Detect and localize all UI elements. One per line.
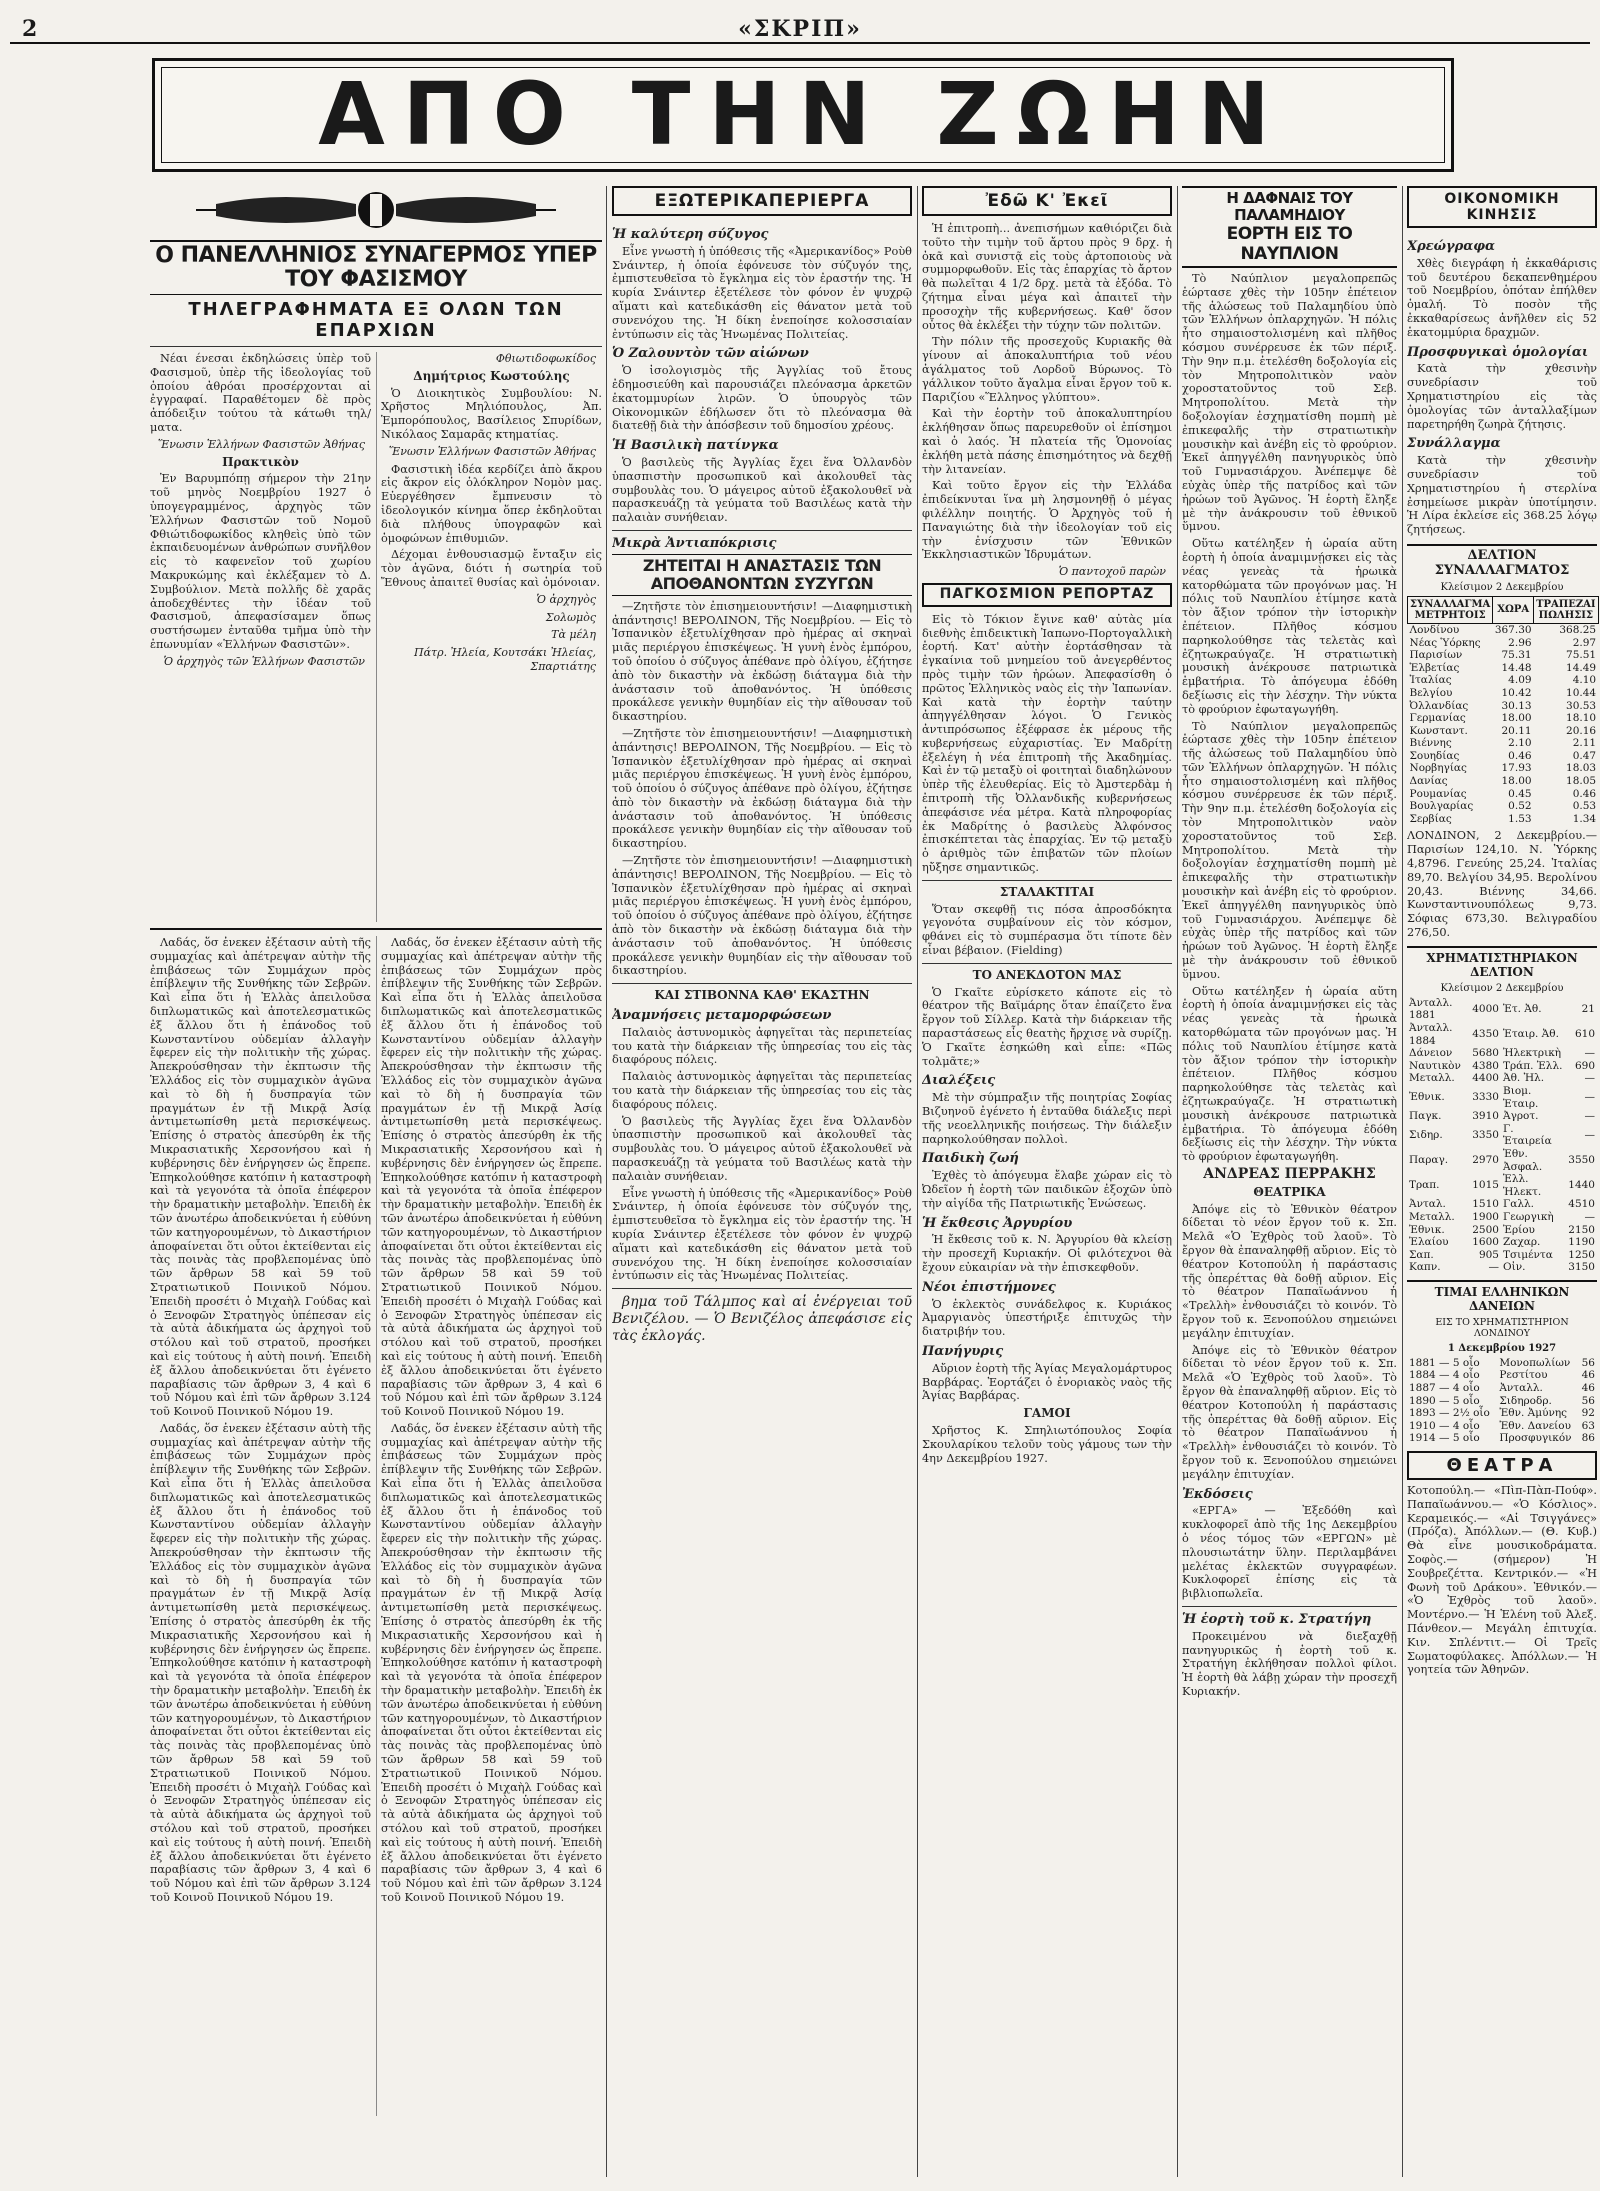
exchange-row xyxy=(1408,775,1599,788)
table-cell: 4350 xyxy=(1472,1028,1499,1041)
table-cell: Ἀγροτ. xyxy=(1502,1110,1539,1123)
table-cell: Γαλλ. xyxy=(1502,1198,1535,1211)
table-cell: 20.11 xyxy=(1501,724,1532,737)
signature-name: Δημήτριος Κωστούλης xyxy=(413,368,570,383)
table-cell: 367.30 xyxy=(1494,623,1532,636)
table-cell: 4510 xyxy=(1568,1198,1595,1211)
stock-row xyxy=(1407,1110,1597,1123)
signature: Ὁ ἀρχηγὸς xyxy=(536,592,596,606)
dateline: Πάτρ. Ἠλεία, Κουτσάκι Ἠλείας, Σπαρτιάτης xyxy=(414,646,596,673)
stock-row xyxy=(1407,1211,1597,1224)
table-cell: Παραγ. xyxy=(1409,1154,1449,1167)
table-cell: Νέας Ὑόρκης xyxy=(1409,636,1481,649)
table-cell: 1.34 xyxy=(1572,812,1597,825)
table-cell: — xyxy=(1584,1129,1595,1142)
table-cell: 14.49 xyxy=(1566,661,1597,674)
table-cell: Ἀνταλλ. 1884 xyxy=(1409,1022,1453,1047)
table-cell: Γερμανίας xyxy=(1409,712,1466,725)
stock-row xyxy=(1407,1261,1597,1274)
stock-table xyxy=(1407,997,1597,1274)
item-title: Συνάλλαγμα xyxy=(1407,436,1501,452)
exchange-row xyxy=(1408,649,1599,662)
table-cell: 18.10 xyxy=(1566,712,1597,725)
table-cell: Προσφυγικόν xyxy=(1499,1432,1572,1445)
subsection-heading: ΓΑΜΟΙ xyxy=(1023,1406,1071,1421)
table-cell: Ζαχαρ. xyxy=(1502,1236,1541,1249)
table-cell: 1.53 xyxy=(1508,812,1532,825)
table-cell: — xyxy=(1584,1110,1595,1123)
paragraph: Ὁ βασιλεὺς τῆς Ἀγγλίας ἔχει ἕνα Ὀλλανδὸν ὑπασπιστὴν προσωπικοῦ καὶ ἀκολουθεῖ τὰς συμβουλὰς του. Ὁ μάγειρος αὐτοῦ ἐξακολουθεῖ νὰ παρασκευάζῃ τὰ γεύματα τοῦ Βασιλέως κατὰ τὴν παλαιὰν συνήθειαν. xyxy=(612,1114,912,1183)
exchange-row xyxy=(1408,700,1599,713)
table-cell: Σιδηρ. xyxy=(1409,1129,1443,1142)
table-cell: 3330 xyxy=(1472,1091,1499,1104)
table-cell: 1510 xyxy=(1472,1198,1499,1211)
paragraph: ΛΟΝΔΙΝΟΝ, 2 Δεκεμβρίου.— Παρισίων 124,10. Ν. Ὑόρκης 4,8796. Γενεύης 25,24. Ἰταλίας 89,70. Βελγίου 34,95. Βερολίνου 20,43. Βιέννης 34,66. Κωνσταντινουπόλεως 9,73. Σόφιας 673,30. Βελιγραδίου 276,50. xyxy=(1407,829,1597,940)
table-cell: Δάνειον xyxy=(1409,1047,1453,1060)
table-cell: Βελγίου xyxy=(1409,686,1453,699)
loan-row xyxy=(1407,1357,1597,1370)
section-banner xyxy=(152,58,1454,172)
paragraph: Ἡ ἔκθεσις τοῦ κ. Ν. Ἀργυρίου θὰ κλείσῃ τὴν προσεχῆ Κυριακήν. Οἱ φιλότεχνοι θὰ ἔχουν εὐκαιρίαν νὰ τὴν ἐπισκεφθοῦν. xyxy=(922,1233,1172,1274)
loan-row xyxy=(1407,1432,1597,1445)
table-cell: 4.10 xyxy=(1572,674,1597,687)
paragraph: Τὸ Ναύπλιον μεγαλοπρεπῶς ἑώρτασε χθὲς τὴν 105ην ἐπέτειον τῆς ἁλώσεως τοῦ Παλαμηδίου ὑπὸ τῶν Ἑλλήνων ὁπλαρχηγῶν. Ἡ πόλις ἦτο σημαιοστολισμένη καὶ πλῆθος κόσμου συνέρρευσε ἐκ τῶν πέριξ. Τὴν 9ην π.μ. ἐτελέσθη δοξολογία εἰς τὸν Μητροπολιτικὸν ναὸν χοροστατοῦντος τοῦ Σεβ. Μητροπολίτου. Μετὰ τὴν δοξολογίαν ἐσχηματίσθη πομπὴ μὲ ἐπικεφαλῆς τὴν στρατιωτικὴν μουσικὴν καὶ ἀνέβη εἰς τὸ φρούριον. Ἐκεῖ ἀπηγγέλθη πανηγυρικὸς ὑπὸ τοῦ Γυμνασιάρχου. Ἀνέπεμψε δὲ εὐχὰς ὑπὲρ τῆς πατρίδος καὶ τῶν ἡρώων τοῦ Ἀγῶνος. Ἡ ἑορτὴ ἔληξε μὲ τὴν ἀνάκρουσιν τοῦ ἐθνικοῦ ὕμνου. xyxy=(1182,719,1397,981)
exchange-row xyxy=(1408,762,1599,775)
table-cell: 1893 — 2½ οἷο xyxy=(1409,1407,1490,1420)
section-heading: Η ΔΑΦΝΑΙΣ ΤΟΥ ΠΑΛΑΜΗΔΙΟΥ xyxy=(1182,186,1397,224)
table-cell: 18.05 xyxy=(1566,775,1597,788)
table-cell: — xyxy=(1584,1210,1595,1223)
section-heading: ΘΕΑΤΡΑ xyxy=(1407,1451,1597,1480)
table-cell: 1881 — 5 οἷο xyxy=(1409,1356,1480,1369)
paragraph: Κατὰ τὴν χθεσινὴν συνεδρίασιν τοῦ Χρηματιστηρίου ἡ στερλίνα ἐσημείωσε μικρὰν ὑποτίμησιν. Ἡ Λίρα ἐκλείσε εἰς 368.25 λόγῳ ζητήσεως. xyxy=(1407,454,1597,537)
table-cell: 30.13 xyxy=(1501,699,1532,712)
table-cell: Ἑλλ. Ἡλεκτ. xyxy=(1502,1173,1542,1198)
paragraph: Καὶ τὴν ἑορτὴν τοῦ ἀποκαλυπτηρίου ἐκλήθησαν ὅπως παρευρεθοῦν οἱ ἐπίσημοι καὶ ὁ λαός. Ἡ πλατεία τῆς Ὁμονοίας ἐκλήθη μετὰ πάσης ἐπισημότητος νὰ δεχθῇ τὴν λιτανείαν. xyxy=(922,407,1172,476)
theatre-listings: Κοτοπούλη.— «Πὶπ-Πὰπ-Πούφ». Παπαϊωάννου.— «Ὁ Κόσλιος». Κεραμεικός.— «Αἱ Τσιγγάνες» (Πρόζα). Ἀπόλλων.— (Θ. Κυβ.) Θὰ εἶνε μουσικοδράματα. Σοφὸς.— (σήμερον) Ἡ Σουβρεζέττα. Κεντρικόν.— «Ἡ Φωνὴ τοῦ Δράκου». Ἐθνικόν.— «Ὁ Ἐχθρὸς τοῦ λαοῦ». Μοντέρνο.— Ἡ Ἑλένη τοῦ Ἀλεξ. Πάνθεον.— Μεγάλη ἐπιτυχία. Κιν. Σπλέντιτ.— Οἱ Τρεῖς Σωματοφύλακες. Ἀπόλλων.— Ἡ γοητεία τῶν Ἀθηνῶν. xyxy=(1407,1484,1597,1677)
paragraph: Αὔριον ἑορτὴ τῆς Ἁγίας Μεγαλομάρτυρος Βαρβάρας. Ἑορτάζει ὁ ἐνοριακὸς ναὸς τῆς Ἁγίας Βαρβάρας. xyxy=(922,1361,1172,1403)
subsection-heading: ΘΕΑΤΡΙΚΑ xyxy=(1253,1184,1326,1199)
table-cell: 1914 — 5 οἷο xyxy=(1409,1432,1480,1445)
eagle-emblem-icon xyxy=(196,186,556,234)
exchange-row xyxy=(1408,725,1599,738)
table-cell: 46 xyxy=(1581,1382,1595,1395)
item-title: Ἡ ἑορτὴ τοῦ κ. Στρατήγη xyxy=(1182,1611,1372,1627)
paragraph: —Ζητῆστε τὸν ἐπισημειουντήσιν! —Διαφημιστικὴ ἀπάντησις! ΒΕΡΟΛΙΝΟΝ, Τῆς Νοεμβρίου. — Εἰς τὸ Ἰσπανικὸν ἐξετυλίχθησαν πρὸ ἡμέρας αἱ σκηναὶ μιᾶς περιέργου ἐπισκέψεως. Ἡ γυνὴ ἐνὸς ἐμπόρου, τοῦ ὁποίου ὁ σύζυγος ἀπέθανε πρὸ ὀλίγου, ἐζήτησε ἀπὸ τὸν δικαστὴν νὰ ἐκδώσῃ διάταγμα διὰ τὴν ἀνάστασιν τοῦ ἀποθανόντος. Ἡ ὑπόθεσις προκάλεσε γενικὴν θυμηδίαν εἰς τὴν αἴθουσαν τοῦ δικαστηρίου. xyxy=(612,726,912,851)
table-subheading: Κλείσιμον 2 Δεκεμβρίου xyxy=(1440,581,1564,593)
table-cell: Ἐλαίου xyxy=(1409,1236,1449,1249)
loan-row xyxy=(1407,1369,1597,1382)
item-title: Ὁ Ζαλουντὸν τῶν αἰώνων xyxy=(612,346,809,362)
item-title: Ἡ καλύτερη σύζυγος xyxy=(612,227,769,242)
table-cell: 4.09 xyxy=(1508,674,1532,687)
item-title: Χρεώγραφα xyxy=(1407,239,1496,254)
signature: Τὰ μέλη xyxy=(551,628,596,642)
exchange-row xyxy=(1408,750,1599,763)
paragraph: Οὕτω κατέληξεν ἡ ὡραία αὕτη ἑορτὴ ἡ ὁποία ἀναμιμνῄσκει εἰς τὰς νέας γενεὰς τὰ ἡρωικὰ κατορθώματα τῶν προγόνων μας. Ἡ πόλις τοῦ Ναυπλίου ἐτίμησε κατὰ τὸν ἄξιον τρόπον τὴν ἱστορικὴν ἐπέτειον. Πλῆθος κόσμου παρηκολούθησε τὰς τελετὰς καὶ ἐζητωκραύγαζε. Ἡ στρατιωτικὴ μουσικὴ ἀνέκρουσε πατριωτικὰ ἐμβατήρια. Τὸ ἀπόγευμα ἐδόθη δεξίωσις εἰς τὴν λέσχην. Τὴν νύκτα τὸ φρούριον ἐφωταγωγήθη. xyxy=(1182,537,1397,716)
table-cell: Τραπ. xyxy=(1409,1179,1440,1192)
stock-row xyxy=(1407,1249,1597,1262)
subsection-heading: ΚΑΙ ΣΤΙΒΟΝΝΑ ΚΑΘ' ΕΚΑΣΤΗΝ xyxy=(654,988,870,1003)
paragraph: Ἐν Βαρυμπόπῃ σήμερον τὴν 21ην τοῦ μηνὸς Νοεμβρίου 1927 ὁ ὑπογεγραμμένος, ἀρχηγὸς τῶν Ἑλλήνων Φασιστῶν τοῦ Νομοῦ Φθιώτιδοφωκίδος κληθεὶς ὑπὸ τῶν ἐκπαιδευομένων ἀνθρώπων συνῆλθον εἰς τὸ καφενεῖον τοῦ χωρίου Μακρυκώμης καὶ ἐκλέξαμεν τὸ Δ. Συμβούλιον. Μετὰ πολλῆς δὲ χαρᾶς ἀποδεχθέντες τὴν ἰδέαν τοῦ Φασισμοῦ, ἀπεφασίσαμεν ὅπως συστήσωμεν ἐνταῦθα τμῆμα ὑπὸ τὴν ἐπωνυμίαν «Ἑλλήνων Φασιστῶν». xyxy=(150,472,371,651)
loan-row xyxy=(1407,1382,1597,1395)
table-cell: 1884 — 4 οἷο xyxy=(1409,1369,1480,1382)
item-title: Παιδικὴ ζωή xyxy=(922,1151,1019,1167)
table-cell: Ἀθ. Ἠλ. xyxy=(1502,1072,1545,1085)
paragraph: Δέχομαι ἐνθουσιασμῷ ἔνταξιν εἰς τὸν ἀγῶνα, διότι ἡ σωτηρία τοῦ Ἔθνους ἀπαιτεῖ θυσίας καὶ ὁμόνοιαν. xyxy=(381,548,602,589)
table-cell: 4000 xyxy=(1472,1003,1499,1016)
article-subhead: ΤΗΛΕΓΡΑΦΗΜΑΤΑ ΕΞ ΟΛΩΝ ΤΩΝ ΕΠΑΡΧΙΩΝ xyxy=(188,299,564,341)
table-cell: Μονοπωλίων xyxy=(1499,1356,1571,1369)
table-cell: Ἀνταλλ. xyxy=(1499,1382,1543,1395)
table-cell: Ὀλλανδίας xyxy=(1409,699,1469,712)
table-cell: Ἑταιρ. Ἀθ. xyxy=(1502,1028,1559,1041)
table-cell: Βουλγαρίας xyxy=(1409,800,1474,813)
table-cell: Σουηδίας xyxy=(1409,749,1460,762)
table-cell: 905 xyxy=(1478,1248,1499,1261)
table-cell: — xyxy=(1584,1091,1595,1104)
loan-row xyxy=(1407,1395,1597,1408)
section-heading: ΟΙΚΟΝΟΜΙΚΗ ΚΙΝΗΣΙΣ xyxy=(1407,186,1597,228)
item-title: Ἀναμνήσεις μεταμορφώσεων xyxy=(612,1008,832,1024)
table-cell: 46 xyxy=(1581,1369,1595,1382)
table-cell: Βιομ. Ἑταιρ. xyxy=(1502,1084,1539,1110)
table-cell: Σερβίας xyxy=(1409,812,1452,825)
table-cell: 1910 — 4 οἷο xyxy=(1409,1419,1480,1432)
signature: Ὁ ἀρχηγὸς τῶν Ἑλλήνων Φασιστῶν xyxy=(163,654,365,668)
stock-row xyxy=(1407,997,1597,1022)
paragraph: Προκειμένου νὰ διεξαχθῇ πανηγυρικῶς ἡ ἑορτὴ τοῦ κ. Στρατήγη ἐκλήθησαν πολλοὶ φίλοι. Ἡ ἑορτὴ θὰ λάβῃ χώραν τὴν προσεχῆ Κυριακήν. xyxy=(1182,1629,1397,1698)
exchange-row xyxy=(1408,712,1599,725)
column-here-and-there xyxy=(922,186,1172,2181)
table-cell: Ἐθνικ. xyxy=(1409,1223,1445,1236)
table-cell: 1600 xyxy=(1472,1236,1499,1249)
author-signature: ΑΝΔΡΕΑΣ ΠΕΡΡΑΚΗΣ xyxy=(1203,1166,1376,1182)
feature-headline: ΖΗΤΕΙΤΑΙ Η ΑΝΑΣΤΑΣΙΣ ΤΩΝ ΑΠΟΘΑΝΟΝΤΩΝ ΣΥΖΥΓΩΝ xyxy=(612,554,912,596)
table-cell: 92 xyxy=(1581,1407,1595,1420)
table-cell: Ρεστίτου xyxy=(1499,1369,1548,1382)
table-cell: Ἐθν. Ἀμύνης xyxy=(1499,1407,1568,1420)
exchange-row xyxy=(1408,788,1599,801)
item-title: Προσφυγικαὶ ὁμολογίαι xyxy=(1407,344,1589,360)
table-cell: 10.44 xyxy=(1566,686,1597,699)
signature: Φθιωτιδοφωκίδος xyxy=(495,352,596,365)
column-divider xyxy=(1177,186,1178,2177)
table-cell: 3910 xyxy=(1472,1110,1499,1123)
paragraph: «ΕΡΓΑ» — Ἐξεδόθη καὶ κυκλοφορεῖ ἀπὸ τῆς 1ης Δεκεμβρίου ὁ νέος τόμος τῶν «ΕΡΓΩΝ» μὲ πλουσιωτάτην ὕλην. Περιλαμβάνει μελέτας ἐκλεκτῶν συγγραφέων. Κυκλοφορεῖ ἐπίσης εἰς τὰ βιβλιοπωλεῖα. xyxy=(1182,1504,1397,1601)
table-cell: 1190 xyxy=(1568,1236,1595,1249)
exchange-row xyxy=(1408,637,1599,650)
section-body xyxy=(1182,272,1397,2172)
paragraph: Ἡ ἐπιτροπὴ... ἀνεπισήμων καθιόριζει διὰ τοῦτο τὴν τιμὴν τοῦ ἄρτου πρὸς 9 δρχ. ἡ ὀκᾶ καὶ συνιστᾷ εἰς τοὺς ἀρτοποιοὺς νὰ συμμορφωθοῦν. Εἰς τὰς ἐπαρχίας τὸ ἄρτον θὰ πωλεῖται 4 1/2 δρχ. μετὰ τὰ ἐξόδα. Τὸ ζήτημα εἶναι μέγα καὶ ἀπαιτεῖ τὴν προσοχὴν τῆς κυβερνήσεως. Καθ' ὅσον οὗτος θὰ ἐκλέξει τὴν τύχην τῶν πολιτῶν. xyxy=(922,222,1172,332)
table-cell: 2.96 xyxy=(1508,636,1532,649)
section-heading: Ἐδῶ Κ' Ἐκεῖ xyxy=(922,186,1172,216)
article-headline: Ο ΠΑΝΕΛΛΗΝΙΟΣ ΣΥΝΑΓΕΡΜΟΣ ΥΠΕΡ ΤΟΥ ΦΑΣΙΣΜΟΥ xyxy=(150,240,602,295)
exchange-table xyxy=(1407,596,1599,826)
table-cell: 3150 xyxy=(1568,1261,1595,1274)
table-cell: Ἑτ. Ἀθ. xyxy=(1502,1003,1542,1016)
paragraph: Οὕτω κατέληξεν ἡ ὡραία αὕτη ἑορτὴ ἡ ὁποία ἀναμιμνῄσκει εἰς τὰς νέας γενεὰς τὰ ἡρωικὰ κατορθώματα τῶν προγόνων μας. Ἡ πόλις τοῦ Ναυπλίου ἐτίμησε κατὰ τὸν ἄξιον τρόπον τὴν ἱστορικὴν ἐπέτειον. Πλῆθος κόσμου παρηκολούθησε τὰς τελετὰς καὶ ἐζητωκραύγαζε. Ἡ στρατιωτικὴ μουσικὴ ἀνέκρουσε πατριωτικὰ ἐμβατήρια. Τὸ ἀπόγευμα ἐδόθη δεξίωσις εἰς τὴν λέσχην. Τὴν νύκτα τὸ φρούριον ἐφωταγωγήθη. xyxy=(1182,984,1397,1164)
table-cell: Σιδηροδρ. xyxy=(1499,1394,1552,1407)
subsection-label: Πρακτικὸν xyxy=(222,454,299,469)
table-cell: 1887 — 4 οἷο xyxy=(1409,1382,1480,1395)
table-cell: 30.53 xyxy=(1566,699,1597,712)
paragraph: Ὁ Γκαῖτε εὑρίσκετο κάποτε εἰς τὸ θέατρον τῆς Βαϊμάρης ὅταν ἐπαίζετο ἕνα ἔργον τοῦ Σίλλερ. Κατὰ τὴν διάρκειαν τῆς παραστάσεως εἷς θεατὴς ἤρχισε νὰ συρίζῃ. Ὁ Γκαῖτε ἐσηκώθη καὶ εἶπε: «Πῶς τολμᾶτε;» xyxy=(922,985,1172,1068)
table-subheading: Κλείσιμον 2 Δεκεμβρίου xyxy=(1440,982,1564,994)
header-rule xyxy=(10,42,1590,44)
loan-row xyxy=(1407,1420,1597,1433)
column-divider xyxy=(1402,186,1403,2177)
section-heading: ΠΑΓΚΟΣΜΙΟΝ ΡΕΠΟΡΤΑΖ xyxy=(922,583,1172,607)
section-heading: ΕΞΩΤΕΡΙΚΑΠΕΡΙΕΡΓΑ xyxy=(612,186,912,216)
table-cell: 18.00 xyxy=(1501,712,1532,725)
table-cell: 2500 xyxy=(1472,1223,1499,1236)
paragraph: Ὁ ἐκλεκτὸς συνάδελφος κ. Κυριάκος Ἀμαργιανὸς ὑπεστήριξε ἐπιτυχῶς τὴν διατριβήν του. xyxy=(922,1297,1172,1339)
table-cell: Ἑλβετίας xyxy=(1409,661,1460,674)
exchange-row xyxy=(1408,662,1599,675)
paragraph: Ὁ ἰσολογισμὸς τῆς Ἀγγλίας τοῦ ἔτους ἐδημοσιεύθη καὶ παρουσιάζει πλεόνασμα ἀρκετῶν ἑκατομμυρίων λιρῶν. Ὁ ὑπουργὸς τῶν Οἰκονομικῶν ἐδήλωσεν ὅτι τὸ πλεόνασμα θὰ διατεθῇ διὰ τὴν ἀπόσβεσιν τοῦ δημοσίου χρέους. xyxy=(612,364,912,433)
paragraph: —Ζητῆστε τὸν ἐπισημειουντήσιν! —Διαφημιστικὴ ἀπάντησις! ΒΕΡΟΛΙΝΟΝ, Τῆς Νοεμβρίου. — Εἰς τὸ Ἰσπανικὸν ἐξετυλίχθησαν πρὸ ἡμέρας αἱ σκηναὶ μιᾶς περιέργου ἐπισκέψεως. Ἡ γυνὴ ἐνὸς ἐμπόρου, τοῦ ὁποίου ὁ σύζυγος ἀπέθανε πρὸ ὀλίγου, ἐζήτησε ἀπὸ τὸν δικαστὴν νὰ ἐκδώσῃ διάταγμα διὰ τὴν ἀνάστασιν τοῦ ἀποθανόντος. Ἡ ὑπόθεσις προκάλεσε γενικὴν θυμηδίαν εἰς τὴν αἴθουσαν τοῦ δικαστηρίου. xyxy=(612,599,912,724)
table-cell: 3550 xyxy=(1568,1154,1595,1167)
table-cell: 10.42 xyxy=(1501,686,1532,699)
stock-row xyxy=(1407,1072,1597,1085)
paragraph: Εἰς τὸ Τόκιον ἔγινε καθ' αὐτὰς μία διεθνὴς ἐπιδεικτικὴ Ἰαπωνο-Πορτογαλλικὴ ἑορτή. Κατ' αὐτὴν ἐορτάσθησαν τὰ ἐγκαίνια τοῦ μνημείου τοῦ ἀνεγερθέντος πρὸς τιμὴν τῶν ἡρώων. Ἀπεφασίσθη ὁ πρῶτος Ἑλληνικὸς ναὸς εἰς τὴν Ἰαπωνίαν. Καὶ κατὰ τὴν ἐορτὴν ταύτην ἀπηγγέλθησαν λόγοι. Ὁ Γενικὸς ἀντιπρόσωπος ἐξέφρασε ἐκ μέρους τῆς κυβερνήσεως εὐχαριστίας. Ἐν Μαδρίτῃ ἐξελέγη ἡ νέα ἐπιτροπὴ τῆς Ἀκαδημίας. Καὶ ἐν τῷ μεταξὺ οἱ φοιτηταὶ διαδηλώνουν ὑπὲρ τῆς ἐλευθερίας. Εἰς τὸ Ἀμστερδὰμ ἡ ἐπιτροπὴ τῆς Ὀλλανδικῆς κυβερνήσεως ἀπεφάσισε νέα μέτρα. Κατὰ πληροφορίας ἐκ Μαδρίτης ὁ βασιλεὺς Ἀλφόνσος ἐπισκέπτεται τὰς ἐπαρχίας. Ἐν τῷ μεταξὺ ὁ ἀριθμὸς τῶν ἐπιβατῶν τῶν πλοίων ηὔξησε σημαντικῶς. xyxy=(922,612,1172,875)
section-body xyxy=(612,222,912,2162)
paragraph: Ἐχθὲς τὸ ἀπόγευμα ἔλαβε χώραν εἰς τὸ Ὠδεῖον ἡ ἑορτὴ τῶν παιδικῶν ἐξοχῶν ὑπὸ τὴν αἰγίδα τῆς Πατριωτικῆς Ἑνώσεως. xyxy=(922,1169,1172,1210)
table-cell: Μεταλλ. xyxy=(1409,1210,1455,1223)
table-cell: 18.00 xyxy=(1501,775,1532,788)
paragraph: Κατὰ τὴν χθεσινὴν συνεδρίασιν τοῦ Χρηματιστηρίου εἰς τὰς ὁμολογίας τῶν ἀνταλλαξίμων παρετηρήθη ζωηρὰ ζήτησις. xyxy=(1407,362,1597,431)
signature: Σολωμὸς xyxy=(545,610,596,624)
paragraph: Εἶνε γνωστὴ ἡ ὑπόθεσις τῆς «Ἀμερικανίδος» Ροὺθ Σνάιντερ, ἡ ὁποία ἐφόνευσε τὸν σύζυγόν της, ἐμπιστευθεῖσα τὸ ἔγκλημα εἰς τὸν ἐραστήν της. Ἡ κυρία Σνάιντερ ἐξετέλεσε τὸν φόνον ἐν ψυχρῷ αἵματι καὶ κατεδικάσθη εἰς θάνατον μετὰ τοῦ συνενόχου της. Ἡ δίκη ἐνεποίησε κολοσσιαίαν ἐντύπωσιν εἰς τὰς Ἡνωμένας Πολιτείας. xyxy=(612,244,912,341)
table-cell: 56 xyxy=(1581,1356,1595,1369)
paragraph: Χθὲς διεγράφη ἡ ἐκκαθάρισις τοῦ δευτέρου δεκαπενθημέρου τοῦ Νοεμβρίου, ὁπόταν ἐπήλθεν ὁμαλή. Τὸ ποσὸν τῆς ἐκκαθαρίσεως ἀνῆλθεν εἰς 52 ἑκατομμύρια δραχμῶν. xyxy=(1407,256,1597,339)
stock-row xyxy=(1407,1173,1597,1198)
newspaper-name: «ΣΚΡΙΠ» xyxy=(738,16,862,42)
table-cell: Ρουμανίας xyxy=(1409,787,1467,800)
subsection-heading: ΣΤΑΛΑΚΤΙΤΑΙ xyxy=(999,884,1095,899)
table-cell: 1440 xyxy=(1568,1179,1595,1192)
exchange-row xyxy=(1408,800,1599,813)
table-cell: 1250 xyxy=(1568,1248,1595,1261)
item-title: Νέοι ἐπιστήμονες xyxy=(922,1279,1056,1295)
stock-row xyxy=(1407,1198,1597,1211)
table-cell: 2.97 xyxy=(1572,636,1597,649)
column-nafplion xyxy=(1182,186,1397,2181)
table-cell: 5680 xyxy=(1472,1047,1499,1060)
table-cell: Βιέννης xyxy=(1409,737,1452,750)
table-cell: 1900 xyxy=(1472,1210,1499,1223)
article-body xyxy=(150,352,602,922)
item-title: Μικρὰ Ἀντιαπόκρισις xyxy=(612,535,777,551)
table-cell: Οἰν. xyxy=(1502,1261,1526,1274)
item-title: Ἡ Βασιλικὴ πατίνγκα xyxy=(612,438,779,454)
item-title: Διαλέξεις xyxy=(922,1073,996,1089)
signature: Ἕνωσιν Ἑλλήνων Φασιστῶν Ἀθήνας xyxy=(157,437,365,451)
table-cell: 2.11 xyxy=(1572,737,1597,750)
paragraph: —Ζητῆστε τὸν ἐπισημειουντήσιν! —Διαφημιστικὴ ἀπάντησις! ΒΕΡΟΛΙΝΟΝ, Τῆς Νοεμβρίου. — Εἰς τὸ Ἰσπανικὸν ἐξετυλίχθησαν πρὸ ἡμέρας αἱ σκηναὶ μιᾶς περιέργου ἐπισκέψεως. Ἡ γυνὴ ἐνὸς ἐμπόρου, τοῦ ὁποίου ὁ σύζυγος ἀπέθανε πρὸ ὀλίγου, ἐζήτησε ἀπὸ τὸν δικαστὴν νὰ ἐκδώσῃ διάταγμα διὰ τὴν ἀνάστασιν τοῦ ἀποθανόντος. Ἡ ὑπόθεσις προκάλεσε γενικὴν θυμηδίαν εἰς τὴν αἴθουσαν τοῦ δικαστηρίου. xyxy=(612,854,912,978)
item-title: Ἐκδόσεις xyxy=(1182,1486,1253,1502)
table-heading: ΔΕΛΤΙΟΝ ΣΥΝΑΛΛΑΓΜΑΤΟΣ xyxy=(1407,544,1597,578)
column-divider xyxy=(606,186,607,2177)
table-cell: Ναυτικὸν xyxy=(1409,1059,1461,1072)
table-cell: 4380 xyxy=(1472,1059,1499,1072)
paragraph: Χρῆστος Κ. Σπηλιωτόπουλος Σοφία Σκουλαρίκου τελοῦν τοὺς γάμους των τὴν 4ην Δεκεμβρίου 1927. xyxy=(922,1423,1172,1465)
table-cell: 56 xyxy=(1581,1394,1595,1407)
stock-row xyxy=(1407,1148,1597,1173)
column-fascism-article xyxy=(150,186,602,2181)
paragraph: Ἀπόψε εἰς τὸ Ἐθνικὸν θέατρον δίδεται τὸ νέον ἔργον τοῦ κ. Σπ. Μελᾶ «Ὁ Ἐχθρὸς τοῦ λαοῦ». Τὸ ἔργον θὰ ἐπαναληφθῇ αὔριον. Εἰς τὸ θέατρον Κοτοπούλη ἡ παράστασις τῆς ὀπερέττας θὰ δοθῇ αὔριον. Εἰς τὸ θέατρον Παπαϊωάννου ἡ «Τρελλὴ» ἐνθουσιάζει τὸ κοινόν. Τὸ ἔργον τοῦ κ. Ξενοπούλου σημειώνει μεγάλην ἐπιτυχίαν. xyxy=(1182,1343,1397,1481)
stock-row xyxy=(1407,1224,1597,1237)
paragraph: Παλαιὸς ἀστυνομικὸς ἀφηγεῖται τὰς περιπετείας του κατὰ τὴν διάρκειαν τῆς ὑπηρεσίας του εἰς τὰς διαφόρους πόλεις. xyxy=(612,1025,912,1067)
table-cell: Δανίας xyxy=(1409,775,1448,788)
table-header-cell: ΤΡΑΠΕΖΑΙ ΠΩΛΗΣΙΣ xyxy=(1534,596,1599,623)
paragraph: Μὲ τὴν σύμπραξιν τῆς ποιητρίας Σοφίας Βιζυηνοῦ ἐγένετο ἡ ἐνταῦθα διάλεξις περὶ τῆς νεοελληνικῆς ποιήσεως. Τὴν διάλεξιν παρηκολούθησαν πολλοὶ. xyxy=(922,1091,1172,1146)
loan-row xyxy=(1407,1407,1597,1420)
table-cell: 4400 xyxy=(1472,1072,1499,1085)
table-cell: 610 xyxy=(1574,1028,1595,1041)
table-cell: Γ. Ἑταιρεία xyxy=(1502,1122,1552,1148)
stock-row xyxy=(1407,1236,1597,1249)
table-date: 1 Δεκεμβρίου 1927 xyxy=(1447,1342,1557,1354)
item-title: Πανήγυρις xyxy=(922,1343,1004,1359)
table-cell: 1890 — 5 οἷο xyxy=(1409,1394,1480,1407)
table-cell: 0.46 xyxy=(1508,749,1532,762)
table-cell: 63 xyxy=(1581,1419,1595,1432)
paragraph: Ὁ Διοικητικὸς Συμβουλίου: Ν. Χρῆστος Μηλιόπουλος, Ἀπ. Ἑμπορόπουλος, Βασίλειος Σπυρίδων, Νικόλαος Σαμαρᾶς κτηματίας. xyxy=(381,386,602,441)
exchange-row xyxy=(1408,687,1599,700)
table-cell: Ἐθν. Δανείου xyxy=(1499,1419,1571,1432)
table-cell: 17.93 xyxy=(1501,762,1532,775)
table-cell: Ἐθνικ. xyxy=(1409,1091,1445,1104)
table-cell: 690 xyxy=(1574,1059,1595,1072)
table-cell: Τράπ. Ἐλλ. xyxy=(1502,1059,1563,1072)
banner-title: ΑΠΟ ΤΗΝ ΖΩΗΝ xyxy=(318,65,1288,165)
table-heading: ΧΡΗΜΑΤΙΣΤΗΡΙΑΚΟΝ ΔΕΛΤΙΟΝ xyxy=(1407,946,1597,979)
section-body xyxy=(1407,234,1597,540)
table-cell: Μεταλλ. xyxy=(1409,1072,1455,1085)
table-cell: 0.45 xyxy=(1508,787,1532,800)
page-header xyxy=(10,14,1590,44)
paragraph: Εἶνε γνωστὴ ἡ ὑπόθεσις τῆς «Ἀμερικανίδος» Ροὺθ Σνάιντερ, ἡ ὁποία ἐφόνευσε τὸν σύζυγόν της, ἐμπιστευθεῖσα τὸ ἔγκλημα εἰς τὸν ἐραστήν της. Ἡ κυρία Σνάιντερ ἐξετέλεσε τὸν φόνον ἐν ψυχρῷ αἵματι καὶ κατεδικάσθη εἰς θάνατον μετὰ τοῦ συνενόχου της. Ἡ δίκη ἐνεποίησε κολοσσιαίαν ἐντύπωσιν εἰς τὰς Ἡνωμένας Πολιτείας. xyxy=(612,1186,912,1283)
table-heading: ΤΙΜΑΙ ΕΛΛΗΝΙΚΩΝ ΔΑΝΕΙΩΝ xyxy=(1407,1280,1597,1313)
table-cell: 75.31 xyxy=(1501,649,1532,662)
table-cell: 0.53 xyxy=(1572,800,1597,813)
paragraph: Φασιστικὴ ἰδέα κερδίζει ἀπὸ ἄκρου εἰς ἄκρον εἰς ὁλόκληρον Νομὸν μας. Εὐεργέθησεν ἔμπνευσιν τὸ ἰδεολογικόν κίνημα ὅπερ ἐκδηλοῦται διὰ πλήθους ὑπογραφῶν καὶ ὁμοφώνων ἐπιθυμιῶν. xyxy=(381,462,602,545)
paragraph: Λαδάς, ὅσ ἐνεκεν ἐξέτασιν αὐτὴ τῆς συμμαχίας καὶ ἀπέτρεψαν αὐτὴν τῆς ἐπιβάσεως τῶν Συμμάχων πρὸς ἐπίβλεψιν τῆς Συνθήκης τῶν Σεβρῶν. Καὶ εἶπα ὅτι ἡ Ἑλλὰς ἀπειλοῦσα διπλωματικῶς καὶ ἀποτελεσματικῶς ἐξ ἄλλου ὅτι ἡ ἐπάνοδος τοῦ Κωνσταντίνου οὐδεμίαν ἀλλαγὴν ἔφερεν εἰς τὴν πολιτικὴν τῆς χώρας. Ἀπεκρούσθησαν τὴν ἐκπτωσιν τῆς Ἑλλάδος εἰς τὸν συμμαχικὸν ἀγῶνα καὶ τὸ δὴ ἡ δυσπραγία τῶν πραγμάτων ἐν τῇ Μικρᾷ Ἀσίᾳ ἀντιμετωπίσθη μετὰ περισκέψεως. Ἐπίσης ὁ στρατὸς ἀπεσύρθη ἐκ τῆς Μικρασιατικῆς Χερσονήσου καὶ ἡ κυβέρνησις δὲν ἐνήργησεν ὡς ἔπρεπε. Ἐπηκολούθησε κατόπιν ἡ καταστροφὴ καὶ τὰ γεγονότα τὰ ὁποῖα ἐπέφερον τὴν δραματικὴν μεταβολὴν. Ἐπειδὴ ἐκ τῶν ἀνωτέρω ἀποδεικνύεται ἡ εὐθύνη τῶν κατηγορουμένων, τὸ Δικαστήριον ἀποφαίνεται ὅτι οὗτοι ἐκτείθενται εἰς τὰς ποινὰς τὰς προβλεπομένας ὑπὸ τῶν ἄρθρων 58 καὶ 59 τοῦ Στρατιωτικοῦ Ποινικοῦ Νόμου. Ἐπειδὴ προσέτι ὁ Μιχαὴλ Γούδας καὶ ὁ Ξενοφῶν Στρατηγὸς ὑπέπεσαν εἰς τὰ αὐτὰ ἀδικήματα ὡς ἀρχηγοὶ τοῦ στόλου καὶ τοῦ στρατοῦ, προσήκει καὶ εἰς τούτους ἡ αὐτὴ ποινή. Ἐπειδὴ ἐξ ἄλλου ἀποδεικνύεται ὅτι ἐγένετο παραβίασις τῶν ἄρθρων 3, 4 καὶ 6 τοῦ Νόμου καὶ ἐπὶ τῶν ἄρθρων 3.124 τοῦ Κοινοῦ Ποινικοῦ Νόμου 19. xyxy=(381,936,602,1419)
table-cell: 0.52 xyxy=(1508,800,1532,813)
exchange-row xyxy=(1408,737,1599,750)
section-subheading: ΕΟΡΤΗ ΕΙΣ ΤΟ ΝΑΥΠΛΙΟΝ xyxy=(1182,224,1397,268)
table-cell: 1015 xyxy=(1472,1179,1499,1192)
table-cell: Ἀνταλ. xyxy=(1409,1198,1446,1211)
table-cell: Νορβηγίας xyxy=(1409,762,1467,775)
table-cell: 20.16 xyxy=(1566,724,1597,737)
table-cell: Ἀνταλλ. 1881 xyxy=(1409,996,1453,1022)
signature: Ἕνωσιν Ἑλλήνων Φασιστῶν Ἀθήνας xyxy=(388,444,596,458)
section-body xyxy=(922,222,1172,2162)
paragraph: βημα τοῦ Τάλμπος καὶ αἱ ἐνέργειαι τοῦ Βενιζέλου. — Ὁ Βενιζέλος ἀπεφάσισε εἰς τὰς ἐκλογάς. xyxy=(612,1294,912,1345)
table-cell: Παγκ. xyxy=(1409,1110,1442,1123)
table-cell: 2.10 xyxy=(1508,737,1532,750)
page-number: 2 xyxy=(22,16,38,42)
signature: Ὁ παντοχοῦ παρὼν xyxy=(1058,565,1166,579)
table-header-cell: ΣΥΝΑΛΛΑΓΜΑ ΜΕΤΡΗΤΟΙΣ xyxy=(1408,596,1493,623)
table-cell: 368.25 xyxy=(1559,623,1597,636)
table-cell: — xyxy=(1488,1261,1499,1274)
table-cell: 0.46 xyxy=(1572,787,1597,800)
paragraph: Λαδάς, ὅσ ἐνεκεν ἐξέτασιν αὐτὴ τῆς συμμαχίας καὶ ἀπέτρεψαν αὐτὴν τῆς ἐπιβάσεως τῶν Συμμάχων πρὸς ἐπίβλεψιν τῆς Συνθήκης τῶν Σεβρῶν. Καὶ εἶπα ὅτι ἡ Ἑλλὰς ἀπειλοῦσα διπλωματικῶς καὶ ἀποτελεσματικῶς ἐξ ἄλλου ὅτι ἡ ἐπάνοδος τοῦ Κωνσταντίνου οὐδεμίαν ἀλλαγὴν ἔφερεν εἰς τὴν πολιτικὴν τῆς χώρας. Ἀπεκρούσθησαν τὴν ἐκπτωσιν τῆς Ἑλλάδος εἰς τὸν συμμαχικὸν ἀγῶνα καὶ τὸ δὴ ἡ δυσπραγία τῶν πραγμάτων ἐν τῇ Μικρᾷ Ἀσίᾳ ἀντιμετωπίσθη μετὰ περισκέψεως. Ἐπίσης ὁ στρατὸς ἀπεσύρθη ἐκ τῆς Μικρασιατικῆς Χερσονήσου καὶ ἡ κυβέρνησις δὲν ἐνήργησεν ὡς ἔπρεπε. Ἐπηκολούθησε κατόπιν ἡ καταστροφὴ καὶ τὰ γεγονότα τὰ ὁποῖα ἐπέφερον τὴν δραματικὴν μεταβολὴν. Ἐπειδὴ ἐκ τῶν ἀνωτέρω ἀποδεικνύεται ἡ εὐθύνη τῶν κατηγορουμένων, τὸ Δικαστήριον ἀποφαίνεται ὅτι οὗτοι ἐκτείθενται εἰς τὰς ποινὰς τὰς προβλεπομένας ὑπὸ τῶν ἄρθρων 58 καὶ 59 τοῦ Στρατιωτικοῦ Ποινικοῦ Νόμου. Ἐπειδὴ προσέτι ὁ Μιχαὴλ Γούδας καὶ ὁ Ξενοφῶν Στρατηγὸς ὑπέπεσαν εἰς τὰ αὐτὰ ἀδικήματα ὡς ἀρχηγοὶ τοῦ στόλου καὶ τοῦ στρατοῦ, προσήκει καὶ εἰς τούτους ἡ αὐτὴ ποινή. Ἐπειδὴ ἐξ ἄλλου ἀποδεικνύεται ὅτι ἐγένετο παραβίασις τῶν ἄρθρων 3, 4 καὶ 6 τοῦ Νόμου καὶ ἐπὶ τῶν ἄρθρων 3.124 τοῦ Κοινοῦ Ποινικοῦ Νόμου 19. xyxy=(381,1421,602,1904)
table-cell: Παρισίων xyxy=(1409,649,1463,662)
paragraph: Τὸ Ναύπλιον μεγαλοπρεπῶς ἑώρτασε χθὲς τὴν 105ην ἐπέτειον τῆς ἁλώσεως τοῦ Παλαμηδίου ὑπὸ τῶν Ἑλλήνων ὁπλαρχηγῶν. Ἡ πόλις ἦτο σημαιοστολισμένη καὶ πλῆθος κόσμου συνέρρευσε ἐκ τῶν πέριξ. Τὴν 9ην π.μ. ἐτελέσθη δοξολογία εἰς τὸν Μητροπολιτικὸν ναὸν χοροστατοῦντος τοῦ Σεβ. Μητροπολίτου. Μετὰ τὴν δοξολογίαν ἐσχηματίσθη πομπὴ μὲ ἐπικεφαλῆς τὴν στρατιωτικὴν μουσικὴν καὶ ἀνέβη εἰς τὸ φρούριον. Ἐκεῖ ἀπηγγέλθη πανηγυρικὸς ὑπὸ τοῦ Γυμνασιάρχου. Ἀνέπεμψε δὲ εὐχὰς ὑπὲρ τῆς πατρίδος καὶ τῶν ἡρώων τοῦ Ἀγῶνος. Ἡ ἑορτὴ ἔληξε μὲ τὴν ἀνάκρουσιν τοῦ ἐθνικοῦ ὕμνου. xyxy=(1182,272,1397,534)
table-cell: — xyxy=(1584,1047,1595,1060)
table-cell: Ἑθν. Ἀσφαλ. xyxy=(1502,1147,1543,1173)
exchange-row xyxy=(1408,674,1599,687)
column-economic xyxy=(1407,186,1597,2181)
table-cell: Ἰταλίας xyxy=(1409,674,1452,687)
table-cell: Τσιμέντα xyxy=(1502,1248,1553,1261)
paragraph: Ὅταν σκεφθῇ τις πόσα ἀπροσδόκητα γεγονότα συμβαίνουν εἰς τὸν κόσμον, φθάνει εἰς τὸ συμπέρασμα ὅτι τίποτε δὲν εἶναι βέβαιον. (Fielding) xyxy=(922,902,1172,958)
table-cell: Γεωργικὴ xyxy=(1502,1210,1554,1223)
table-cell: Ἠλεκτρικὴ xyxy=(1502,1047,1562,1060)
paragraph: Λαδάς, ὅσ ἐνεκεν ἐξέτασιν αὐτὴ τῆς συμμαχίας καὶ ἀπέτρεψαν αὐτὴν τῆς ἐπιβάσεως τῶν Συμμάχων πρὸς ἐπίβλεψιν τῆς Συνθήκης τῶν Σεβρῶν. Καὶ εἶπα ὅτι ἡ Ἑλλὰς ἀπειλοῦσα διπλωματικῶς καὶ ἀποτελεσματικῶς ἐξ ἄλλου ὅτι ἡ ἐπάνοδος τοῦ Κωνσταντίνου οὐδεμίαν ἀλλαγὴν ἔφερεν εἰς τὴν πολιτικὴν τῆς χώρας. Ἀπεκρούσθησαν τὴν ἐκπτωσιν τῆς Ἑλλάδος εἰς τὸν συμμαχικὸν ἀγῶνα καὶ τὸ δὴ ἡ δυσπραγία τῶν πραγμάτων ἐν τῇ Μικρᾷ Ἀσίᾳ ἀντιμετωπίσθη μετὰ περισκέψεως. Ἐπίσης ὁ στρατὸς ἀπεσύρθη ἐκ τῆς Μικρασιατικῆς Χερσονήσου καὶ ἡ κυβέρνησις δὲν ἐνήργησεν ὡς ἔπρεπε. Ἐπηκολούθησε κατόπιν ἡ καταστροφὴ καὶ τὰ γεγονότα τὰ ὁποῖα ἐπέφερον τὴν δραματικὴν μεταβολὴν. Ἐπειδὴ ἐκ τῶν ἀνωτέρω ἀποδεικνύεται ἡ εὐθύνη τῶν κατηγορουμένων, τὸ Δικαστήριον ἀποφαίνεται ὅτι οὗτοι ἐκτείθενται εἰς τὰς ποινὰς τὰς προβλεπομένας ὑπὸ τῶν ἄρθρων 58 καὶ 59 τοῦ Στρατιωτικοῦ Ποινικοῦ Νόμου. Ἐπειδὴ προσέτι ὁ Μιχαὴλ Γούδας καὶ ὁ Ξενοφῶν Στρατηγὸς ὑπέπεσαν εἰς τὰ αὐτὰ ἀδικήματα ὡς ἀρχηγοὶ τοῦ στόλου καὶ τοῦ στρατοῦ, προσήκει καὶ εἰς τούτους ἡ αὐτὴ ποινή. Ἐπειδὴ ἐξ ἄλλου ἀποδεικνύεται ὅτι ἐγένετο παραβίασις τῶν ἄρθρων 3, 4 καὶ 6 τοῦ Νόμου καὶ ἐπὶ τῶν ἄρθρων 3.124 τοῦ Κοινοῦ Ποινικοῦ Νόμου 19. xyxy=(150,936,371,1419)
table-cell: 75.51 xyxy=(1566,649,1597,662)
column-divider xyxy=(917,186,918,2177)
stock-row xyxy=(1407,1085,1597,1110)
table-cell: 3350 xyxy=(1472,1129,1499,1142)
table-cell: Ἐρίου xyxy=(1502,1223,1535,1236)
paragraph: Παλαιὸς ἀστυνομικὸς ἀφηγεῖται τὰς περιπετείας του κατὰ τὴν διάρκειαν τῆς ὑπηρεσίας του εἰς τὰς διαφόρους πόλεις. xyxy=(612,1070,912,1111)
table-subheading: ΕΙΣ ΤΟ ΧΡΗΜΑΤΙΣΤΗΡΙΟΝ ΛΟΝΔΙΝΟΥ xyxy=(1435,1316,1569,1339)
table-cell: 2970 xyxy=(1472,1154,1499,1167)
loans-table xyxy=(1407,1357,1597,1445)
table-cell: Λονδίνου xyxy=(1409,623,1460,636)
table-cell: 2150 xyxy=(1568,1223,1595,1236)
stock-row xyxy=(1407,1123,1597,1148)
table-cell: 0.47 xyxy=(1572,749,1597,762)
table-cell: Καπν. xyxy=(1409,1261,1441,1274)
table-cell: — xyxy=(1584,1072,1595,1085)
paragraph: Λαδάς, ὅσ ἐνεκεν ἐξέτασιν αὐτὴ τῆς συμμαχίας καὶ ἀπέτρεψαν αὐτὴν τῆς ἐπιβάσεως τῶν Συμμάχων πρὸς ἐπίβλεψιν τῆς Συνθήκης τῶν Σεβρῶν. Καὶ εἶπα ὅτι ἡ Ἑλλὰς ἀπειλοῦσα διπλωματικῶς καὶ ἀποτελεσματικῶς ἐξ ἄλλου ὅτι ἡ ἐπάνοδος τοῦ Κωνσταντίνου οὐδεμίαν ἀλλαγὴν ἔφερεν εἰς τὴν πολιτικὴν τῆς χώρας. Ἀπεκρούσθησαν τὴν ἐκπτωσιν τῆς Ἑλλάδος εἰς τὸν συμμαχικὸν ἀγῶνα καὶ τὸ δὴ ἡ δυσπραγία τῶν πραγμάτων ἐν τῇ Μικρᾷ Ἀσίᾳ ἀντιμετωπίσθη μετὰ περισκέψεως. Ἐπίσης ὁ στρατὸς ἀπεσύρθη ἐκ τῆς Μικρασιατικῆς Χερσονήσου καὶ ἡ κυβέρνησις δὲν ἐνήργησεν ὡς ἔπρεπε. Ἐπηκολούθησε κατόπιν ἡ καταστροφὴ καὶ τὰ γεγονότα τὰ ὁποῖα ἐπέφερον τὴν δραματικὴν μεταβολὴν. Ἐπειδὴ ἐκ τῶν ἀνωτέρω ἀποδεικνύεται ἡ εὐθύνη τῶν κατηγορουμένων, τὸ Δικαστήριον ἀποφαίνεται ὅτι οὗτοι ἐκτείθενται εἰς τὰς ποινὰς τὰς προβλεπομένας ὑπὸ τῶν ἄρθρων 58 καὶ 59 τοῦ Στρατιωτικοῦ Ποινικοῦ Νόμου. Ἐπειδὴ προσέτι ὁ Μιχαὴλ Γούδας καὶ ὁ Ξενοφῶν Στρατηγὸς ὑπέπεσαν εἰς τὰ αὐτὰ ἀδικήματα ὡς ἀρχηγοὶ τοῦ στόλου καὶ τοῦ στρατοῦ, προσήκει καὶ εἰς τούτους ἡ αὐτὴ ποινή. Ἐπειδὴ ἐξ ἄλλου ἀποδεικνύεται ὅτι ἐγένετο παραβίασις τῶν ἄρθρων 3, 4 καὶ 6 τοῦ Νόμου καὶ ἐπὶ τῶν ἄρθρων 3.124 τοῦ Κοινοῦ Ποινικοῦ Νόμου 19. xyxy=(150,1421,371,1904)
exchange-row xyxy=(1408,813,1599,826)
table-cell: 14.48 xyxy=(1501,661,1532,674)
exchange-row xyxy=(1408,623,1599,636)
paragraph: Ἀπόψε εἰς τὸ Ἐθνικὸν θέατρον δίδεται τὸ νέον ἔργον τοῦ κ. Σπ. Μελᾶ «Ὁ Ἐχθρὸς τοῦ λαοῦ». Τὸ ἔργον θὰ ἐπαναληφθῇ αὔριον. Εἰς τὸ θέατρον Κοτοπούλη ἡ παράστασις τῆς ὀπερέττας θὰ δοθῇ αὔριον. Εἰς τὸ θέατρον Παπαϊωάννου ἡ «Τρελλὴ» ἐνθουσιάζει τὸ κοινόν. Τὸ ἔργον τοῦ κ. Ξενοπούλου σημειώνει μεγάλην ἐπιτυχίαν. xyxy=(1182,1202,1397,1340)
stock-row xyxy=(1407,1060,1597,1073)
trial-report-body xyxy=(150,936,602,2116)
table-cell: 18.03 xyxy=(1566,762,1597,775)
paragraph: Τὴν πόλιν τῆς προσεχοῦς Κυριακῆς θὰ γίνουν αἱ ἀποκαλυπτήρια τοῦ νέου ἀγάλματος τοῦ Λορδοῦ Βύρωνος. Τὸ γάλλικον τοῦτο ἄγαλμα εἶναι ἔργον τοῦ κ. Παριζίου «Ἕλληνος γλύπτου». xyxy=(922,335,1172,404)
subsection-heading: ΤΟ ΑΝΕΚΔΟΤΟΝ ΜΑΣ xyxy=(972,967,1122,982)
item-title: Ἡ ἔκθεσις Ἀργυρίου xyxy=(922,1215,1073,1231)
paragraph: Ὁ βασιλεὺς τῆς Ἀγγλίας ἔχει ἕνα Ὀλλανδὸν ὑπασπιστὴν προσωπικοῦ καὶ ἀκολουθεῖ τὰς συμβουλὰς του. Ὁ μάγειρος αὐτοῦ ἐξακολουθεῖ νὰ παρασκευάζῃ τὰ γεύματα τοῦ Βασιλέως κατὰ τὴν παλαιὰν συνήθειαν. xyxy=(612,455,912,525)
table-cell: 86 xyxy=(1581,1432,1595,1445)
intro-paragraph: Νέαι ένεσαι ἐκδηλώσεις ὑπὲρ τοῦ Φασισμοῦ, ὑπὲρ τῆς ἰδεολογίας τοῦ ὁποίου ἀθρόαι προσέρχονται αἱ ἐγγραφαί. Παραθέτομεν δὲ πρὸς ἀπόδειξιν τούτου τὰ κάτωθι τηλ/ματα. xyxy=(150,352,371,434)
stock-row xyxy=(1407,1022,1597,1047)
table-cell: 21 xyxy=(1581,1003,1595,1016)
table-cell: Σαπ. xyxy=(1409,1248,1434,1261)
column-foreign-curiosities xyxy=(612,186,912,2181)
stock-row xyxy=(1407,1047,1597,1060)
paragraph: Καὶ τοῦτο ἔργον εἰς τὴν Ἑλλάδα ἐπιδείκνυται ἵνα μὴ λησμονηθῇ ὁ μέγας φιλέλλην ποιητής. Ὁ Ἀρχηγὸς τοῦ ἡ Παναγιώτης διὰ τὴν ἰδεολογίαν τοῦ εἰς τὴν ἐνίσχυσιν τῶν Ἐθνικῶν Ἐκκλησιαστικῶν Ἱδρυμάτων. xyxy=(922,479,1172,562)
table-cell: Κωνσταντ. xyxy=(1409,724,1468,737)
table-header-cell: ΧΩΡΑ xyxy=(1493,596,1534,623)
